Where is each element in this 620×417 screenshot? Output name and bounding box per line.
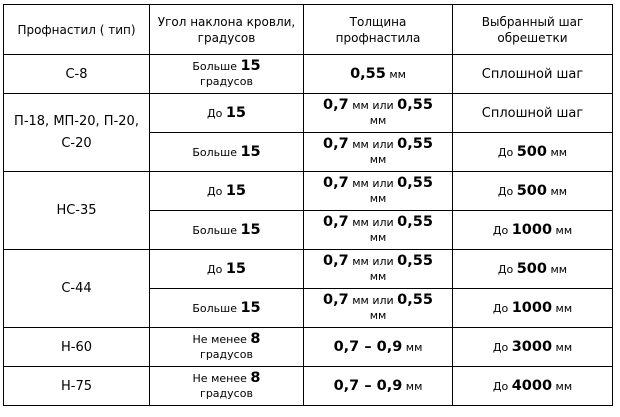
profile-type-cell: П-18, МП-20, П-20, С-20	[4, 94, 150, 172]
step-cell: До 500 мм	[453, 133, 613, 172]
profile-type-cell: С-8	[4, 55, 150, 94]
thickness-cell: 0,7 – 0,9 мм	[304, 328, 453, 367]
angle-cell: Больше 15 градусов	[150, 55, 304, 94]
step-cell: До 1000 мм	[453, 289, 613, 328]
table-row	[4, 250, 613, 289]
thickness-cell: 0,55 мм	[304, 55, 453, 94]
step-cell: До 500 мм	[453, 250, 613, 289]
table-row	[4, 367, 613, 406]
angle-cell: Больше 15	[150, 211, 304, 250]
table-row	[4, 172, 613, 211]
thickness-cell: 0,7 мм или 0,55 мм	[304, 133, 453, 172]
header-roof-angle: Угол наклона кровли, градусов	[150, 5, 304, 55]
table-row	[4, 94, 613, 133]
angle-cell: Больше 15	[150, 133, 304, 172]
angle-cell: До 15	[150, 94, 304, 133]
thickness-cell: 0,7 мм или 0,55 мм	[304, 172, 453, 211]
angle-cell: До 15	[150, 250, 304, 289]
profile-type-cell: НС-35	[4, 172, 150, 250]
header-thickness: Толщина профнастила	[304, 5, 453, 55]
step-cell: Сплошной шаг	[453, 55, 613, 94]
angle-cell: Не менее 8 градусов	[150, 367, 304, 406]
angle-cell: Больше 15	[150, 289, 304, 328]
angle-cell: До 15	[150, 172, 304, 211]
thickness-cell: 0,7 мм или 0,55 мм	[304, 211, 453, 250]
step-cell: До 3000 мм	[453, 328, 613, 367]
header-batten-step: Выбранный шаг обрешетки	[453, 5, 613, 55]
profile-type-cell: Н-75	[4, 367, 150, 406]
thickness-cell: 0,7 мм или 0,55 мм	[304, 289, 453, 328]
table-row	[4, 55, 613, 94]
roofing-profile-table	[3, 4, 613, 406]
step-cell: Сплошной шаг	[453, 94, 613, 133]
angle-cell: Не менее 8 градусов	[150, 328, 304, 367]
table-header-row	[4, 5, 613, 55]
thickness-cell: 0,7 мм или 0,55 мм	[304, 250, 453, 289]
step-cell: До 1000 мм	[453, 211, 613, 250]
profile-type-cell: С-44	[4, 250, 150, 328]
profile-type-cell: Н-60	[4, 328, 150, 367]
header-profile-type: Профнастил ( тип)	[4, 5, 150, 55]
step-cell: До 4000 мм	[453, 367, 613, 406]
thickness-cell: 0,7 – 0,9 мм	[304, 367, 453, 406]
step-cell: До 500 мм	[453, 172, 613, 211]
thickness-cell: 0,7 мм или 0,55 мм	[304, 94, 453, 133]
table-row	[4, 328, 613, 367]
